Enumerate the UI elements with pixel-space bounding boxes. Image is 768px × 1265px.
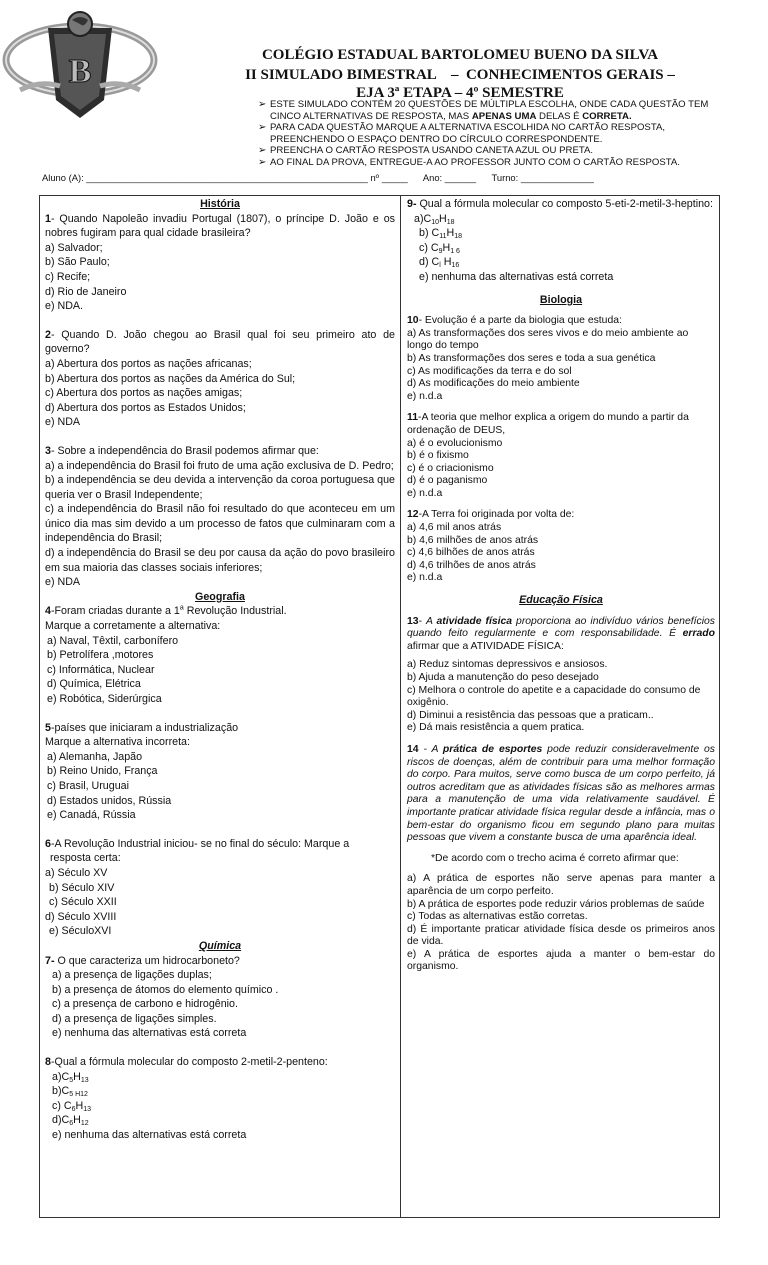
option[interactable]: d) Diminui a resistência das pessoas que a praticam.. [407, 709, 654, 721]
option[interactable]: d) Rio de Janeiro [45, 285, 127, 298]
arrow-bullet-icon: ➢ [258, 122, 267, 134]
option[interactable]: e) Dá mais resistência a quem pratica. [407, 722, 585, 734]
option[interactable]: a) Alemanha, Japão [47, 750, 143, 763]
option[interactable]: c) 4,6 bilhões de anos atrás [407, 547, 535, 559]
instruction-item: ➢ ESTE SIMULADO CONTÉM 20 QUESTÕES DE MÚLTIPLA ESCOLHA, ONDE CADA QUESTÃO TEM CINCO ALTERNATIVAS DE RESPOSTA, MAS APENAS UMA DELAS É CORRETA. [258, 99, 709, 122]
column-divider [400, 195, 401, 1218]
option[interactable]: e) SéculoXVI [49, 925, 112, 938]
option[interactable]: c) As modificações da terra e do sol [407, 365, 572, 377]
option[interactable]: e) nenhuma das alternativas está correta [52, 1027, 247, 1040]
option[interactable]: b) a presença de átomos do elemento químico . [52, 983, 279, 996]
option[interactable]: c) $C_9H_{1 6}$ [419, 241, 460, 255]
option[interactable]: b) $C_{11}H_{18}$ [419, 227, 462, 241]
section-title-quimica: Química [198, 939, 242, 952]
option[interactable]: b) Petrolífera ,motores [47, 649, 154, 662]
option[interactable]: d) É importante praticar atividade física desde os primeiros anos de vida. [407, 923, 715, 948]
option[interactable]: c) Século XXII [49, 896, 117, 909]
option[interactable]: b) 4,6 milhões de anos atrás [407, 534, 539, 546]
option[interactable]: e) nenhuma das alternativas está correta [419, 270, 614, 283]
option[interactable]: a) Naval, Têxtil, carbonífero [47, 634, 179, 647]
exam-title: II SIMULADO BIMESTRAL – CONHECIMENTOS GERAIS – [245, 67, 675, 83]
section-title-historia: História [200, 198, 240, 210]
arrow-bullet-icon: ➢ [258, 99, 267, 110]
arrow-bullet-icon: ➢ [258, 156, 267, 168]
question-14: 14 - A prática de esportes pode reduzir consideravelmente os riscos de doenças, além de contribuir para uma melhor formação do corpo. Para muitos, serve como busca de um corpo perfeito, já outros acreditam que as atividades físicas são as melhores armas para a manutenção de uma vida relativamente saudável. É importante praticar atividade física regular desde a infância, mas o bem-estar do organismo ficou em segundo plano para muitas pessoas que vivem a constante busca de uma aparência ideal. *De acordo com o trecho acima é correto afirmar que: a) A prática de esportes não serve apenas para manter a aparência de um corpo perfeito. b) A prática de esportes pode reduzir vários problemas de saúde c) Todas as alternativas estão corretas. d) É importante praticar atividade física desde os primeiros anos de vida. e) A prática de esportes ajuda a manter o bem-estar do organismo. [407, 743, 715, 973]
option[interactable]: c) é o criacionismo [407, 462, 494, 474]
option[interactable]: e) n.d.a [407, 390, 443, 402]
option[interactable]: $b)C_{5 H12}$ [52, 1085, 88, 1099]
left-column [45, 197, 395, 1143]
question-1: 1- Quando Napoleão invadiu Portugal (1807), o príncipe D. João e os nobres fugiram para qual cidade brasileira? a) Salvador; b) São Paulo; c) Recife; d) Rio de Janeiro e) NDA. [45, 212, 395, 313]
option[interactable]: c) Informática, Nuclear [47, 663, 155, 676]
option[interactable]: $a)C_5H_{13}$ [52, 1070, 89, 1084]
option[interactable]: d) é o paganismo [407, 475, 488, 487]
question-5: 5-países que iniciaram a industrialização Marque a alternativa incorreta: a) Alemanha, Japão b) Reino Unido, França c) Brasil, Uruguai d) Estados unidos, Rússia e) Canadá, Rússia [45, 721, 395, 823]
instruction-item: ➢ AO FINAL DA PROVA, ENTREGUE-A AO PROFESSOR JUNTO COM O CARTÃO RESPOSTA. [258, 156, 680, 168]
option[interactable]: b) Ajuda a manutenção do peso desejado [407, 672, 599, 683]
question-2: 2- Quando D. João chegou ao Brasil qual foi seu primeiro ato de governo? a) Abertura dos portos as nações africanas; b) Abertura dos portos as nações da América do Sul; c) Abertura dos portos as nações amigas; d) Abertura dos portos as Estados Unidos; e) NDA [45, 328, 395, 429]
option[interactable]: d) Abertura dos portos as Estados Unidos; [45, 401, 246, 414]
option[interactable]: c) a independência do Brasil não foi resultado do que aconteceu em um único dia mas sim devido a um processo de fatos que culminaram com a independência do Brasil; [45, 503, 395, 545]
option[interactable]: $a)C_{10}H_{18}$ [414, 212, 455, 226]
option[interactable]: a) a presença de ligações duplas; [52, 969, 212, 982]
section-title-educacao-fisica: Educação Física [519, 594, 603, 607]
question-6: 6-A Revolução Industrial iniciou- se no final do século: Marque a resposta certa: a) Século XV b) Século XIV c) Século XXII d) Século XVIII e) SéculoXVI [45, 837, 395, 939]
option[interactable]: d) Química, Elétrica [47, 678, 141, 691]
question-3: 3- Sobre a independência do Brasil podemos afirmar que: a) a independência do Brasil foi fruto de uma ação exclusiva de D. Pedro; b) a independência se deu devida a intervenção da coroa portuguesa que queria ver o Brasil Independente; c) a independência do Brasil não foi resultado do que aconteceu em um único dia mas sim devido a um processo de fatos que culminaram com a independência do Brasil; d) a independência do Brasil se deu por causa da ação do povo brasileiro em sua maioria das classes sociais inferiores; e) NDA [45, 444, 395, 589]
option[interactable]: b) A prática de esportes pode reduzir vários problemas de saúde [407, 898, 705, 910]
option[interactable]: e) A prática de esportes ajuda a manter o bem-estar do organismo. [407, 948, 715, 973]
question-12: 12-A Terra foi originada por volta de: a) 4,6 mil anos atrás b) 4,6 milhões de anos atrás c) 4,6 bilhões de anos atrás d) 4,6 trilhões de anos atrás e) n.d.a [407, 509, 715, 585]
option[interactable]: b) Abertura dos portos as nações da América do Sul; [45, 372, 296, 385]
option[interactable]: b) Reino Unido, França [47, 765, 158, 778]
question-7: 7- O que caracteriza um hidrocarboneto? a) a presença de ligações duplas; b) a presença de átomos do elemento químico . c) a presença de carbono e hidrogênio. d) a presença de ligações simples. e) nenhuma das alternativas está correta [45, 954, 395, 1042]
question-11: 11-A teoria que melhor explica a origem do mundo a partir da ordenação de DEUS, a) é o evolucionismo b) é o fixismo c) é o criacionismo d) é o paganismo e) n.d.a [407, 412, 715, 500]
option[interactable]: c) Todas as alternativas estão corretas. [407, 911, 588, 923]
exam-stage: EJA 3ª ETAPA – 4º SEMESTRE [356, 85, 564, 101]
option[interactable]: c) $C_6H_{13}$ [52, 1099, 92, 1113]
option[interactable]: a) é o evolucionismo [407, 437, 503, 449]
option[interactable]: d) Estados unidos, Rússia [47, 794, 172, 807]
right-column [407, 197, 715, 974]
option[interactable]: d) As modificações do meio ambiente [407, 378, 580, 390]
option[interactable]: $d)C_6H_{12}$ [52, 1114, 89, 1128]
option[interactable]: d) a presença de ligações simples. [52, 1012, 217, 1025]
option[interactable]: e) NDA [45, 416, 81, 429]
option[interactable]: c) Brasil, Uruguai [47, 779, 129, 792]
student-info-line[interactable]: Aluno (A): ______________________________________________________ nº _____ Ano: ______ Turno: ______________ [42, 172, 594, 183]
option[interactable]: c) Recife; [45, 270, 91, 283]
section-title-geografia: Geografia [195, 590, 245, 603]
school-name: COLÉGIO ESTADUAL BARTOLOMEU BUENO DA SILVA [261, 47, 659, 63]
option[interactable]: b) Século XIV [49, 881, 115, 894]
option[interactable]: e) Robótica, Siderúrgica [47, 693, 162, 705]
instructions [258, 99, 723, 169]
option[interactable]: c) Melhora o controle do apetite e a capacidade do consumo de oxigênio. [407, 684, 701, 709]
option[interactable]: e) Canadá, Rússia [47, 809, 136, 822]
option[interactable]: d) 4,6 trilhões de anos atrás [407, 559, 536, 571]
option[interactable]: a) 4,6 mil anos atrás [407, 522, 502, 534]
option[interactable]: a) A prática de esportes não serve apenas para manter a aparência de um corpo perfeito. [407, 873, 715, 897]
option[interactable]: d) Século XVIII [45, 910, 117, 923]
option[interactable]: e) n.d.a [407, 572, 443, 584]
question-9: 9- Qual a fórmula molecular co composto 5-eti-2-metil-3-heptino: $a)C_{10}H_{18}$ b) $C_{11}H_{18}$ c) $C_9H_{1 6}$ d) $C_l$ $H_{16}$ e) nenhuma das alternativas está correta [407, 197, 715, 285]
option[interactable]: a) Abertura dos portos as nações africanas; [45, 357, 252, 370]
svg-text:B: B [68, 53, 92, 90]
question-13: 13- A atividade física proporciona ao indivíduo vários benefícios quando feito regularmente e com responsabilidade. É errado afirmar que a ATIVIDADE FÍSICA: a) Reduz sintomas depressivos e ansiosos. b) Ajuda a manutenção do peso desejado c) Melhora o controle do apetite e a capacidade do consumo de oxigênio. d) Diminui a resistência das pessoas que a praticam.. e) Dá mais resistência a quem pratica. [407, 615, 715, 734]
option[interactable]: b) a independência se deu devida a intervenção da coroa portuguesa que queria ver o Brasil Independente; [45, 474, 395, 501]
school-logo [0, 0, 160, 140]
option[interactable]: c) a presença de carbono e hidrogênio. [52, 998, 238, 1011]
option[interactable]: e) NDA. [45, 300, 84, 313]
option[interactable]: a) As transformações dos seres vivos e do meio ambiente ao longo do tempo [407, 327, 689, 352]
question-prompt: *De acordo com o trecho acima é correto afirmar que: [431, 852, 679, 864]
option[interactable]: a) a independência do Brasil foi fruto de uma ação exclusiva de D. Pedro; [45, 459, 394, 472]
arrow-bullet-icon: ➢ [258, 145, 267, 157]
option[interactable]: b) São Paulo; [45, 256, 110, 269]
instruction-item: ➢ PARA CADA QUESTÃO MARQUE A ALTERNATIVA ESCOLHIDA NO CARTÃO RESPOSTA, PREENCHENDO O ESPAÇO DENTRO DO CÍRCULO CORRESPONDENTE. [258, 122, 666, 145]
question-8: 8-Qual a fórmula molecular do composto 2-metil-2-penteno: $a)C_5H_{13}$ $b)C_{5 H12}$ c) $C_6H_{13}$ $d)C_6H_{12}$ e) nenhuma das alternativas está correta [45, 1055, 395, 1143]
option[interactable]: c) Abertura dos portos as nações amigas; [45, 387, 243, 400]
option[interactable]: b) As transformações dos seres e toda a sua genética [407, 352, 656, 364]
option[interactable]: d) a independência do Brasil se deu por causa da ação do povo brasileiro em sua maioria das classes sociais inferiores; [45, 547, 395, 574]
question-10: 10- Evolução é a parte da biologia que estuda: a) As transformações dos seres vivos e do meio ambiente ao longo do tempo b) As transformações dos seres e toda a sua genética c) As modificações da terra e do sol d) As modificações do meio ambiente e) n.d.a [407, 315, 715, 403]
option[interactable]: e) NDA [45, 576, 81, 589]
instruction-item: ➢ PREENCHA O CARTÃO RESPOSTA USANDO CANETA AZUL OU PRETA. [258, 145, 594, 157]
question-4: 4-Foram criadas durante a 1$^a$ Revolução Industrial. Marque a corretamente a alternativa: a) Naval, Têxtil, carbonífero b) Petrolífera ,motores c) Informática, Nuclear d) Química, Elétrica e) Robótica, Siderúrgica [45, 604, 395, 706]
option[interactable]: e) n.d.a [407, 487, 443, 499]
option[interactable]: e) nenhuma das alternativas está correta [52, 1129, 247, 1142]
section-title-biologia: Biologia [539, 293, 583, 306]
option[interactable]: a) Século XV [45, 866, 108, 879]
option[interactable]: b) é o fixismo [407, 450, 469, 462]
option[interactable]: d) $C_l$ $H_{16}$ [419, 256, 460, 270]
option[interactable]: a) Salvador; [45, 241, 103, 254]
option[interactable]: a) Reduz sintomas depressivos e ansiosos. [407, 659, 608, 671]
